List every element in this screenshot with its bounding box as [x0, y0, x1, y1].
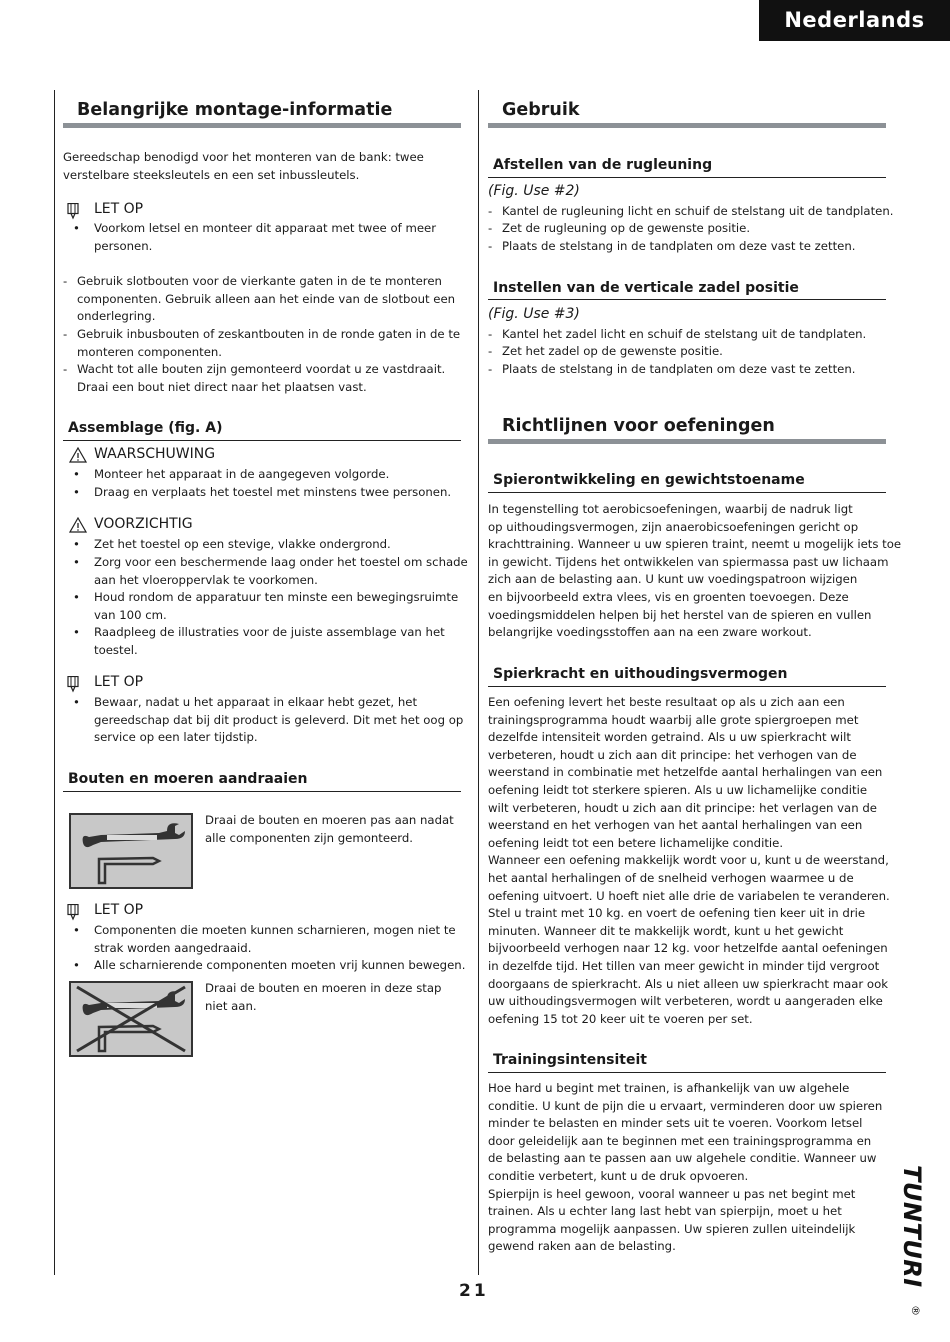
- bullet-text: Zorg voor een beschermende laag onder het toestel om schade aan het vloeroppervlak te voorkomen.: [94, 555, 468, 587]
- dash-item: Zet de rugleuning op de gewenste positie.: [502, 221, 751, 235]
- dash-marker: -: [488, 221, 493, 235]
- dash-marker: -: [488, 344, 493, 358]
- dash-marker: -: [488, 362, 493, 376]
- bullet-text: Zet het toestel op een stevige, vlakke ondergrond.: [94, 537, 391, 551]
- dash-item: Kantel de rugleuning licht en schuif de stelstang uit de tandplaten.: [502, 204, 894, 218]
- subsection-title-rugleuning: Afstellen van de rugleuning: [493, 157, 713, 173]
- subsection-title-bouten: Bouten en moeren aandraaien: [68, 771, 308, 787]
- dash-item: Gebruik slotbouten voor de vierkante gaten in de te monteren componenten. Gebruik alleen aan het einde van de slotbout een onderlegring.: [77, 274, 456, 324]
- notice-label: LET OP: [94, 201, 144, 217]
- dash-marker: -: [63, 362, 68, 376]
- bullet-text: Bewaar, nadat u het apparaat in elkaar hebt gezet, het gereedschap dat bij dit product is geleverd. Dit met het oog op service op een later tijdstip.: [94, 695, 464, 745]
- dash-item: Plaats de stelstang in de tandplaten om deze vast te zetten.: [502, 239, 856, 253]
- section-title-gebruik: Gebruik: [502, 100, 580, 120]
- bullet-dot: •: [73, 555, 80, 569]
- bolts-text-donttighten: Draai de bouten en moeren in deze stap niet aan.: [205, 981, 442, 1013]
- section-title-montage: Belangrijke montage-informatie: [77, 100, 393, 120]
- bullet-dot: •: [73, 590, 80, 604]
- tunturi-logo: [894, 1165, 934, 1315]
- caution-triangle-icon: [69, 517, 87, 533]
- left-margin-rule: [54, 90, 55, 1275]
- bolts-text-tighten: Draai de bouten en moeren pas aan nadat alle componenten zijn gemonteerd.: [205, 813, 454, 845]
- tools-crossed-illustration: [69, 981, 193, 1057]
- registered-mark: ®: [909, 1305, 922, 1315]
- bullet-dot: •: [73, 537, 80, 551]
- tools-illustration: [69, 813, 193, 889]
- subsection-underline: [63, 791, 461, 792]
- notice-label: LET OP: [94, 902, 144, 918]
- dash-marker: -: [63, 274, 68, 288]
- dash-marker: -: [488, 327, 493, 341]
- caution-label: VOORZICHTIG: [94, 516, 193, 532]
- bullet-dot: •: [73, 923, 80, 937]
- logo-wordmark: TUNTURI: [898, 1165, 926, 1288]
- bullet-text: Monteer het apparaat in de aangegeven volgorde.: [94, 467, 390, 481]
- subsection-underline: [488, 492, 886, 493]
- subsection-underline: [63, 440, 461, 441]
- subsection-title-spierontwikkeling: Spierontwikkeling en gewichtstoename: [493, 472, 805, 488]
- title-underline-bar: [488, 439, 886, 444]
- subsection-underline: [488, 1072, 886, 1073]
- page-number: 21: [459, 1281, 489, 1301]
- figure-reference: (Fig. Use #3): [488, 306, 580, 322]
- bullet-dot: •: [73, 467, 80, 481]
- bullet-text: Raadpleeg de illustraties voor de juiste assemblage van het toestel.: [94, 625, 445, 657]
- paragraph-spierontwikkeling: In tegenstelling tot aerobicsoefeningen, waarbij de nadruk ligt op uithoudingsvermogen, zijn anaerobicsoefeningen gericht op krachttraining. Wanneer u uw spieren traint, neemt u mogelijk iets toe in gewicht. Tijdens het ontwikkelen van spiermassa past uw lichaam zich aan de belasting aan. U kunt uw voedingspatroon wijzigen en bijvoorbeeld extra vlees, vis en groenten toevoegen. Deze voedingsmiddelen helpen bij het herstel van de spieren en vullen belangrijke voedingsstoffen aan na een zware workout.: [488, 502, 902, 640]
- bullet-text: Draag en verplaats het toestel met minstens twee personen.: [94, 485, 452, 499]
- bullet-text: Componenten die moeten kunnen scharnieren, mogen niet te strak worden aangedraaid.: [94, 923, 456, 955]
- subsection-title-spierkracht: Spierkracht en uithoudingsvermogen: [493, 666, 788, 682]
- bullet-text: Alle scharnierende componenten moeten vrij kunnen bewegen.: [94, 958, 466, 972]
- bullet-text: Houd rondom de apparatuur ten minste een bewegingsruimte van 100 cm.: [94, 590, 459, 622]
- dash-marker: -: [63, 327, 68, 341]
- paragraph-spierkracht: Een oefening levert het beste resultaat op als u zich aan een trainingsprogramma houdt waarbij alle grote spiergroepen met dezelfde intensiteit worden getraind. Als u uw spierkracht wilt verbeteren, houdt u zich aan dit principe: het verhogen van de weerstand in combinatie met hetzelfde aantal herhalingen van een oefening leidt tot sterkere spieren. Als u uw lichamelijke conditie wilt verbeteren, houdt u zich aan dit principe: het verlagen van de weerstand en het verhogen van het aantal herhalingen van een oefening leidt tot een betere lichamelijke conditie. Wanneer een oefening makkelijk wordt voor u, kunt u de weerstand, het aantal herhalingen of de snelheid verhogen waarmee u de oefening uitvoert. U hoeft niet alle drie de variabelen te veranderen. Stel u traint met 10 kg. en voert de oefening tien keer uit in drie minuten. Wanneer dit te makkelijk wordt, kunt u het gewicht bijvoorbeeld verhogen naar 12 kg. voor hetzelfde aantal oefeningen in dezelfde tijd. Het tillen van meer gewicht in minder tijd vergroot doorgaans de spierkracht. Als u niet alleen uw spierkracht maar ook uw uithoudingsvermogen wilt verbeteren, wordt u aangeraden elke oefening 15 tot 20 keer uit te voeren per set.: [488, 695, 890, 1026]
- center-column-rule: [478, 90, 479, 1275]
- dash-item: Gebruik inbusbouten of zeskantbouten in de ronde gaten in de te monteren componenten.: [77, 327, 461, 359]
- warning-triangle-icon: [69, 447, 87, 463]
- subsection-title-zadel: Instellen van de verticale zadel positie: [493, 280, 799, 296]
- dash-marker: -: [488, 239, 493, 253]
- notice-icon: [67, 676, 79, 694]
- dash-marker: -: [488, 204, 493, 218]
- subsection-title-trainingsintensiteit: Trainingsintensiteit: [493, 1052, 647, 1068]
- subsection-underline: [488, 686, 886, 687]
- paragraph-trainingsintensiteit: Hoe hard u begint met trainen, is afhankelijk van uw algehele conditie. U kunt de pijn die u ervaart, verminderen door uw spieren minder te belasten en minder sets uit te voeren. Voorkom letsel door geleidelijk aan te beginnen met een trainingsprogramma en de belasting aan te passen aan uw algehele conditie. Wanneer uw conditie verbetert, kunt u de druk opvoeren. Spierpijn is heel gewoon, vooral wanneer u pas net begint met trainen. Als u echter lang last hebt van spierpijn, moet u het programma mogelijk aanpassen. Uw spieren zullen uiteindelijk gewend raken aan de belasting.: [488, 1081, 883, 1254]
- dash-item: Kantel het zadel licht en schuif de stelstang uit de tandplaten.: [502, 327, 867, 341]
- bullet-dot: •: [73, 625, 80, 639]
- dash-item: Wacht tot alle bouten zijn gemonteerd voordat u ze vastdraait. Draai een bout niet direct naar het plaatsen vast.: [77, 362, 446, 394]
- section-title-richtlijnen: Richtlijnen voor oefeningen: [502, 416, 775, 436]
- title-underline-bar: [63, 123, 461, 128]
- subsection-underline: [488, 177, 886, 178]
- warning-label: WAARSCHUWING: [94, 446, 216, 462]
- bullet-text: Voorkom letsel en monteer dit apparaat met twee of meer personen.: [94, 221, 437, 253]
- notice-icon: [67, 203, 79, 221]
- dash-item: Zet het zadel op de gewenste positie.: [502, 344, 723, 358]
- dash-item: Plaats de stelstang in de tandplaten om deze vast te zetten.: [502, 362, 856, 376]
- language-tab: Nederlands: [759, 0, 950, 41]
- bullet-dot: •: [73, 695, 80, 709]
- subsection-underline: [488, 299, 886, 300]
- subsection-title-assemblage: Assemblage (fig. A): [68, 420, 223, 436]
- bullet-dot: •: [73, 958, 80, 972]
- intro-text: Gereedschap benodigd voor het monteren van de bank: twee verstelbare steeksleutels en een set inbussleutels.: [63, 150, 424, 182]
- bullet-dot: •: [73, 485, 80, 499]
- bullet-dot: •: [73, 221, 80, 235]
- notice-label: LET OP: [94, 674, 144, 690]
- title-underline-bar: [488, 123, 886, 128]
- notice-icon: [67, 904, 79, 922]
- figure-reference: (Fig. Use #2): [488, 183, 580, 199]
